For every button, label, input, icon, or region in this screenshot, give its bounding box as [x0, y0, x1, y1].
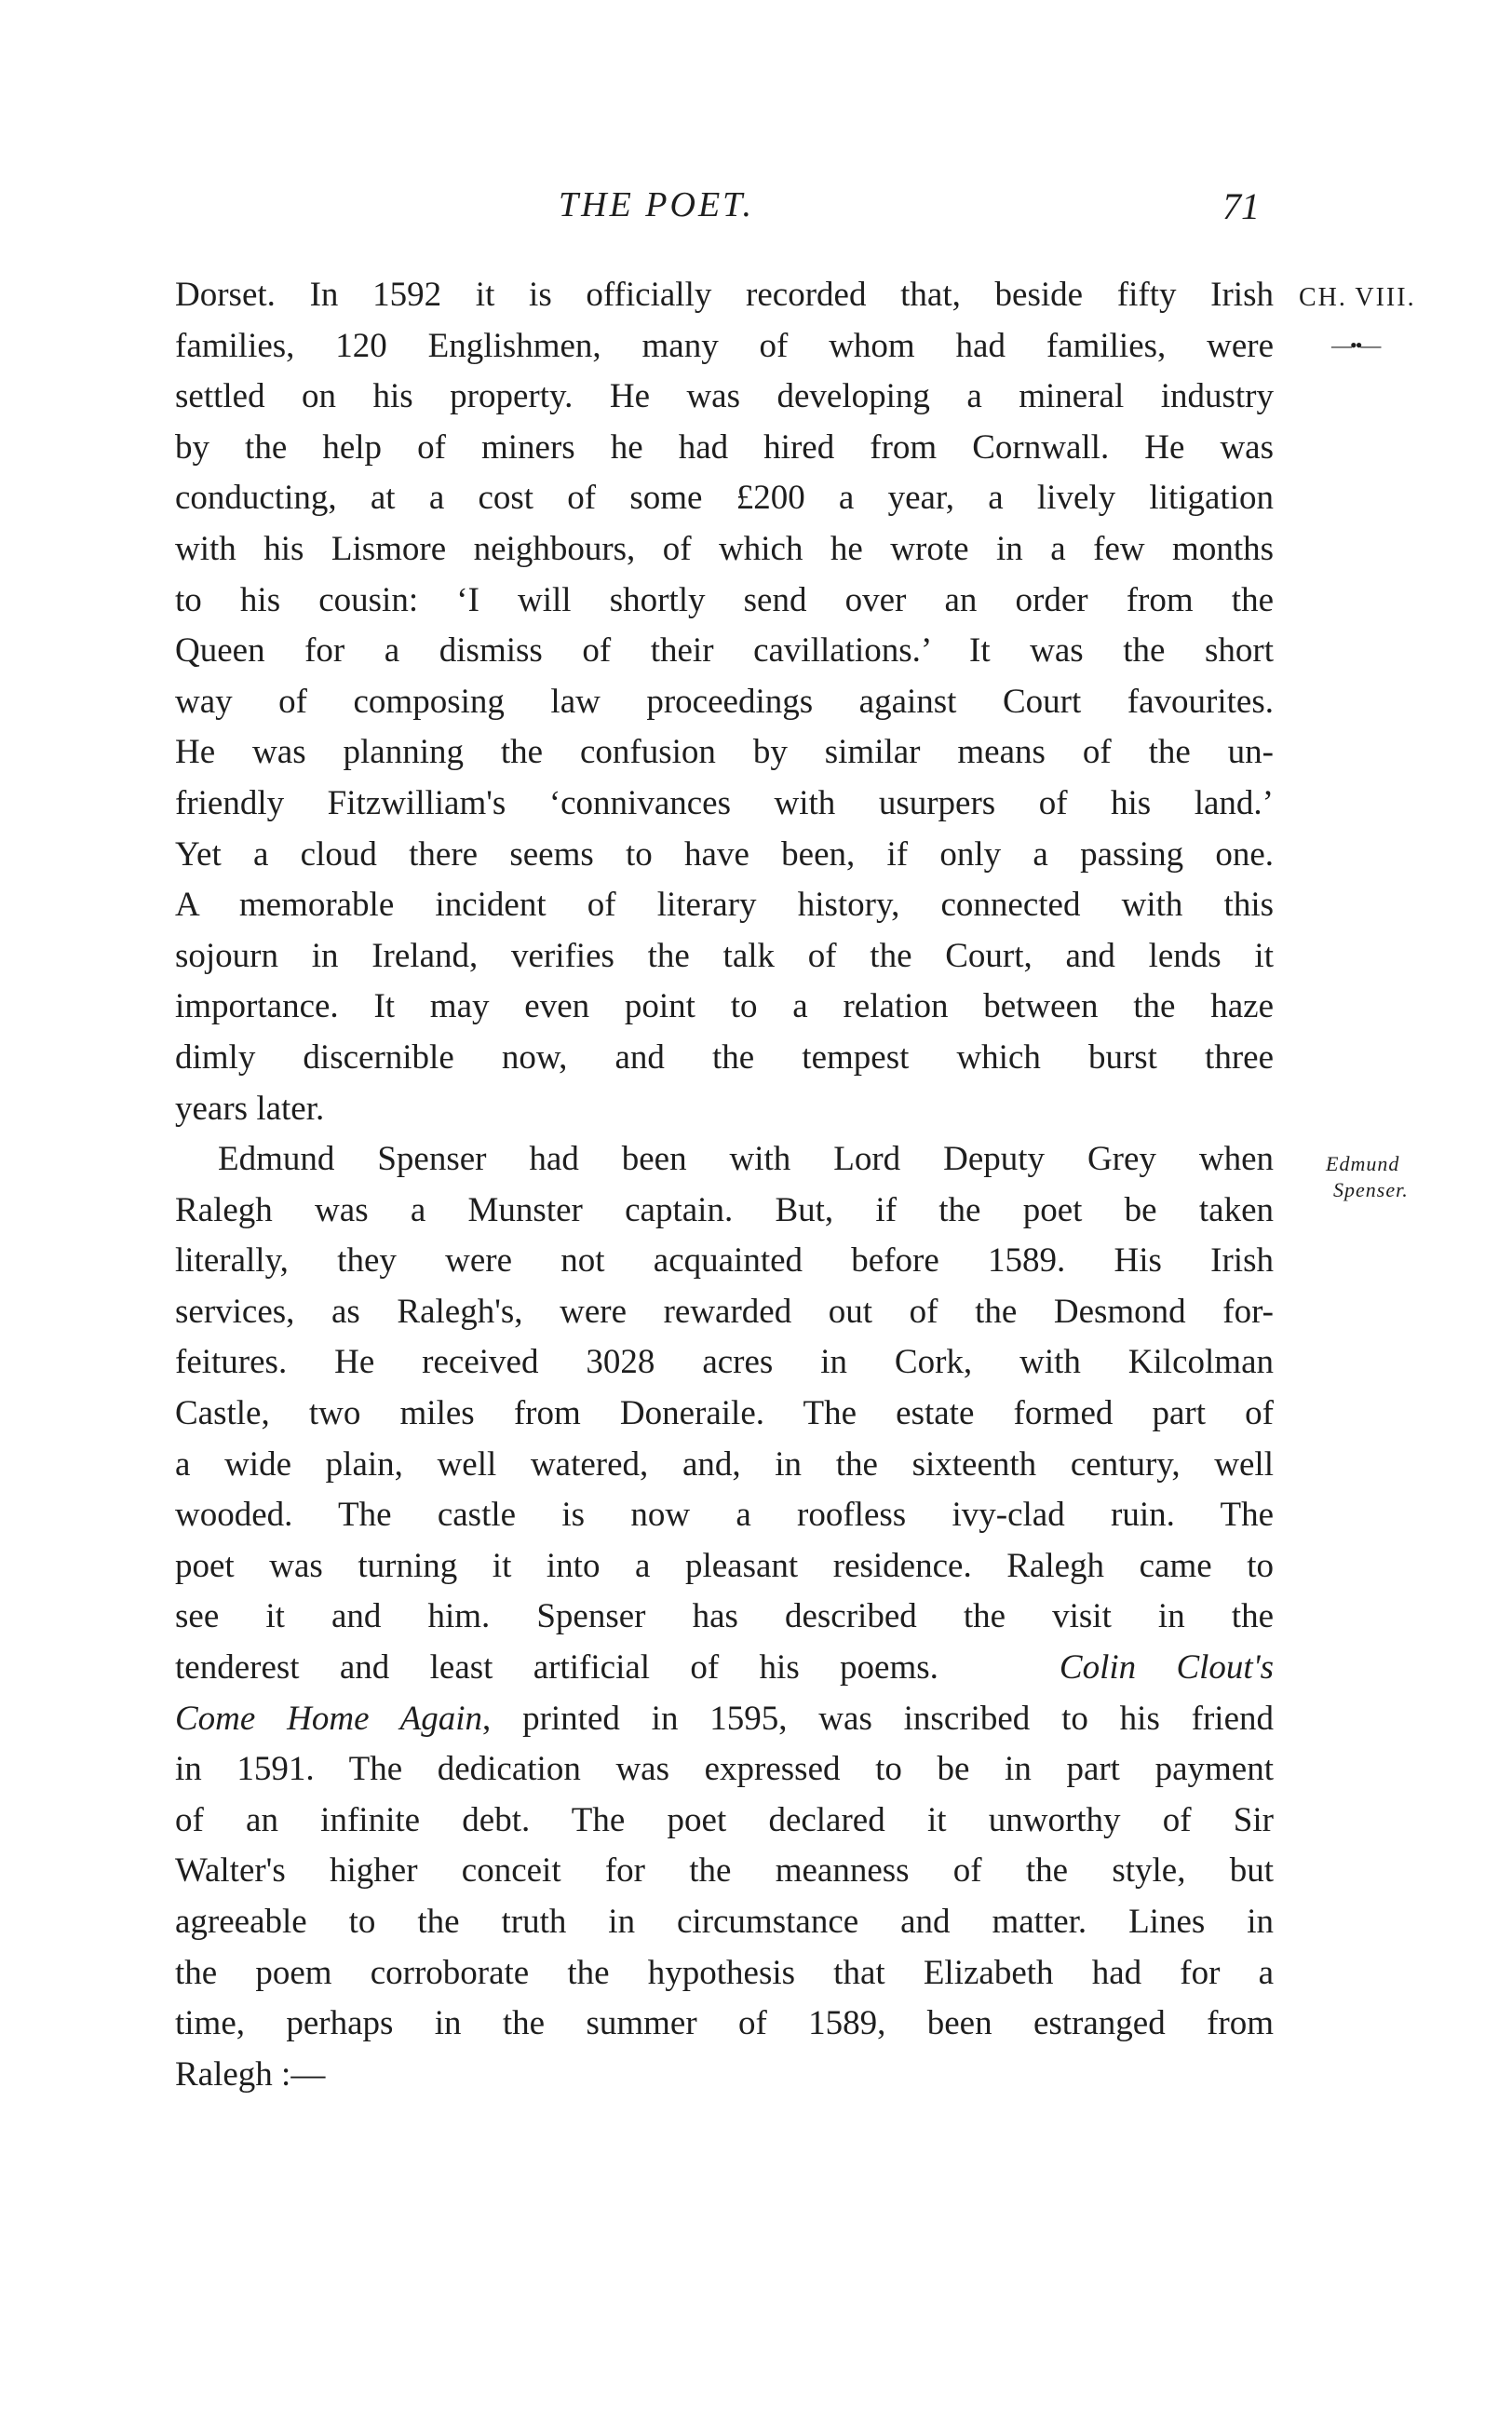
text-line: Queen for a dismiss of their cavillations.’ It was the short	[175, 631, 1274, 671]
poem-title-part2: Come Home Again	[175, 1699, 483, 1738]
page-header	[0, 184, 1512, 240]
text-line: conducting, at a cost of some £200 a year, a lively litigation	[175, 479, 1274, 518]
text-line: agreeable to the truth in circumstance and matter. Lines in	[175, 1903, 1274, 1941]
text-line: importance. It may even point to a relation between the haze	[175, 987, 1274, 1026]
text-line: feitures. He received 3028 acres in Cork, with Kilcolman	[175, 1343, 1274, 1382]
text-line: friendly Fitzwilliam's ‘connivances with usurpers of his land.’	[175, 783, 1274, 822]
text-line: by the help of miners he had hired from Cornwall. He was	[175, 427, 1274, 467]
text-line-with-title	[175, 1643, 1274, 1694]
chapter-reference: CH. VIII.	[1299, 283, 1416, 312]
page-number: 71	[1222, 185, 1260, 227]
text-line: sojourn in Ireland, verifies the talk of the Court, and lends it	[175, 936, 1274, 975]
text-line: poet was turning it into a pleasant residence. Ralegh came to	[175, 1546, 1274, 1585]
text-line: Dorset. In 1592 it is officially recorded that, beside fifty Irish	[175, 276, 1274, 314]
text-line: time, perhaps in the summer of 1589, been estranged from	[175, 2004, 1274, 2043]
text-segment: tenderest and least artificial of his poems.	[175, 1648, 938, 1688]
text-line: Edmund Spenser had been with Lord Deputy Grey when	[218, 1140, 1274, 1179]
text-line: to his cousin: ‘I will shortly send over an order from the	[175, 580, 1274, 619]
text-line: dimly discernible now, and the tempest which burst three	[175, 1037, 1274, 1077]
text-line: Ralegh :—	[175, 2054, 326, 2094]
text-line: literally, they were not acquainted before 1589. His Irish	[175, 1241, 1274, 1281]
text-line: Ralegh was a Munster captain. But, if the poet be taken	[175, 1190, 1274, 1229]
text-line: Castle, two miles from Doneraile. The estate formed part of	[175, 1394, 1274, 1433]
running-head: THE POET.	[559, 185, 754, 224]
text-line: of an infinite debt. The poet declared it unworthy of Sir	[175, 1800, 1274, 1839]
body-text	[175, 270, 1274, 2100]
text-line: way of composing law proceedings against Court favourites.	[175, 682, 1274, 721]
text-line: in 1591. The dedication was expressed to be in part payment	[175, 1750, 1274, 1789]
text-line: settled on his property. He was developing a mineral industry	[175, 377, 1274, 416]
text-line: Yet a cloud there seems to have been, if only a passing one.	[175, 834, 1274, 874]
text-line: wooded. The castle is now a roofless ivy-clad ruin. The	[175, 1496, 1274, 1535]
sidenote-spenser: Spenser.	[1333, 1178, 1409, 1201]
text-line: Walter's higher conceit for the meanness of the style, but	[175, 1851, 1274, 1891]
text-line: with his Lismore neighbours, of which he wrote in a few months	[175, 529, 1274, 568]
poem-title-part1: Colin Clout's	[1059, 1648, 1275, 1688]
text-line: services, as Ralegh's, were rewarded out of the Desmond for-	[175, 1292, 1274, 1331]
text-line: the poem corroborate the hypothesis that Elizabeth had for a	[175, 1953, 1274, 1992]
text-line: years later.	[175, 1089, 325, 1128]
text-line-with-title	[175, 1694, 1274, 1745]
text-line: a wide plain, well watered, and, in the sixteenth century, well	[175, 1444, 1274, 1484]
sidenote-edmund: Edmund	[1326, 1152, 1400, 1175]
text-line: He was planning the confusion by similar means of the un-	[175, 733, 1274, 772]
text-line: A memorable incident of literary history, connected with this	[175, 886, 1274, 925]
text-line: families, 120 Englishmen, many of whom had families, were	[175, 326, 1274, 365]
text-segment: , printed in 1595, was inscribed to his friend	[482, 1699, 1274, 1738]
text-line: see it and him. Spenser has described the visit in the	[175, 1597, 1274, 1636]
ornament-dash: —••—	[1331, 333, 1380, 357]
